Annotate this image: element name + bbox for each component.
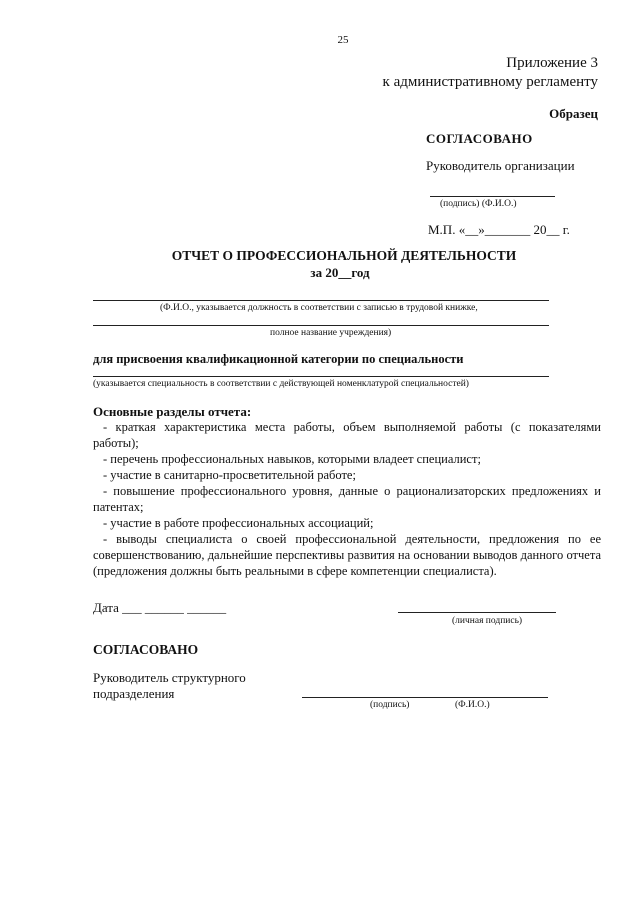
personal-signature-line <box>398 612 556 613</box>
appendix-label: Приложение 3 <box>506 55 598 71</box>
specialty-caption: (указывается специальность в соответствии с действующей номенклатурой специальностей) <box>93 379 469 389</box>
regulation-label: к административному регламенту <box>382 74 598 90</box>
section-item: - повышение профессионального уровня, данные о рационализаторских предложениях и патентах; <box>93 484 601 514</box>
purpose-text: для присвоения квалификационной категории по специальности <box>93 352 464 366</box>
position-line1: Руководитель структурного <box>93 670 246 685</box>
section-item: - участие в санитарно-просветительной работе; <box>103 468 356 482</box>
position-line2: подразделения <box>93 686 175 701</box>
signature-caption: (подпись) <box>370 700 410 710</box>
sections-heading: Основные разделы отчета: <box>93 404 252 419</box>
personal-signature-caption: (личная подпись) <box>452 616 523 626</box>
sections-list <box>93 419 601 579</box>
fio-caption: (Ф.И.О., указывается должность в соответствии с записью в трудовой книжке, <box>160 303 478 313</box>
section-item: - выводы специалиста о своей профессиональной деятельности, предложения по ее совершенствованию, дальнейшие перспективы развития на основании выводов данного отчета (предложения должны быть реальными в сфере компетенции специалиста). <box>93 532 601 578</box>
approval-top-position: Руководитель организации <box>426 158 575 173</box>
approval-top-sign-caption: (подпись) (Ф.И.О.) <box>440 199 517 209</box>
approval-top-sign-line <box>430 196 555 197</box>
page-number: 25 <box>337 34 349 46</box>
approval-top-title: СОГЛАСОВАНО <box>426 131 533 146</box>
stamp-date: М.П. «__»_______ 20__ г. <box>428 222 570 237</box>
specialty-line <box>93 376 549 377</box>
date-label: Дата ___ ______ ______ <box>93 600 227 615</box>
fio-bottom-caption: (Ф.И.О.) <box>455 700 490 710</box>
report-title: ОТЧЕТ О ПРОФЕССИОНАЛЬНОЙ ДЕЯТЕЛЬНОСТИ <box>171 248 517 263</box>
org-caption: полное название учреждения) <box>270 328 392 338</box>
report-year: за 20__год <box>310 265 370 280</box>
bottom-sign-line <box>302 697 548 698</box>
section-item: - краткая характеристика места работы, объем выполняемой работы (с показателями работы); <box>93 420 601 450</box>
org-line <box>93 325 549 326</box>
fio-line <box>93 300 549 301</box>
section-item: - участие в работе профессиональных ассоциаций; <box>103 516 374 530</box>
approval-bottom-title: СОГЛАСОВАНО <box>93 642 199 657</box>
sample-label: Образец <box>549 106 598 121</box>
section-item: - перечень профессиональных навыков, которыми владеет специалист; <box>103 452 481 466</box>
